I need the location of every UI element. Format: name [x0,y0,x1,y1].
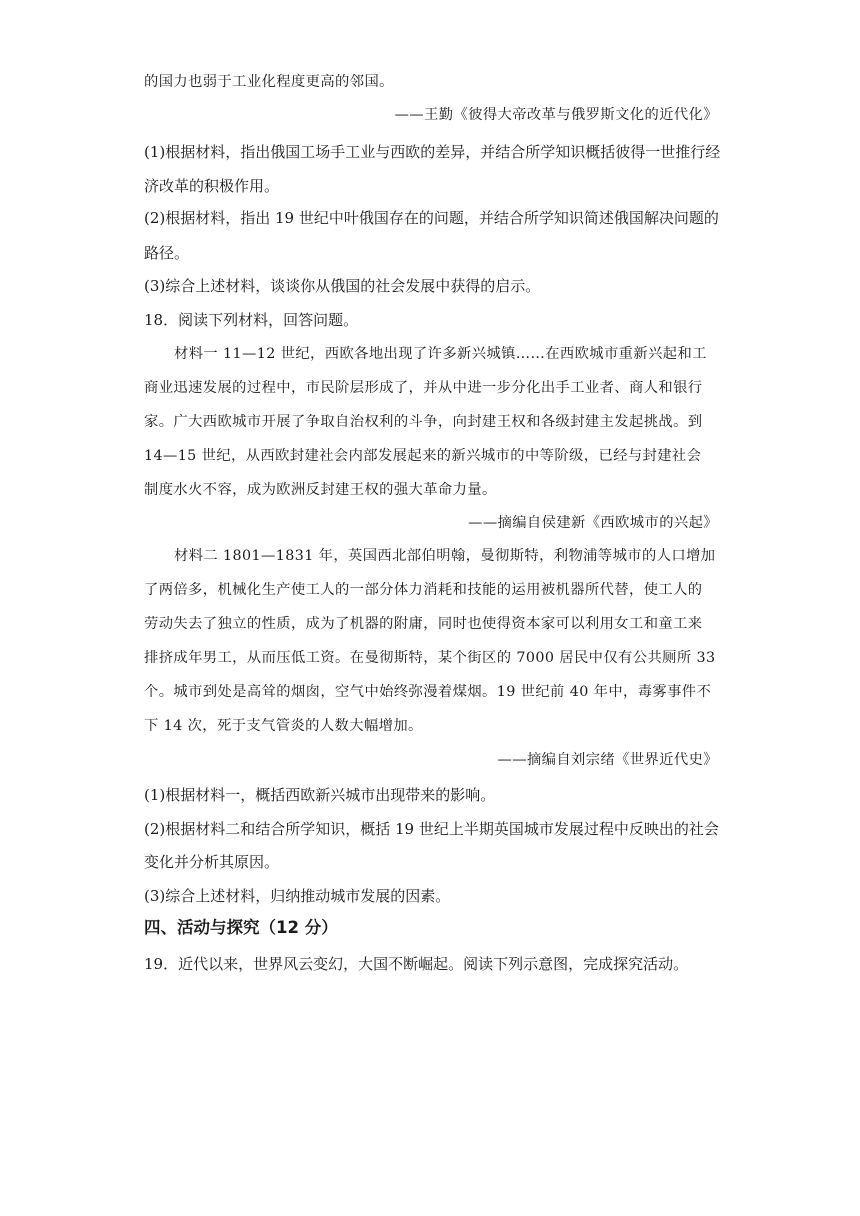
material-1-line5: 制度水火不容，成为欧洲反封建王权的强大革命力量。 [144,482,497,498]
material-1-line2: 商业迅速发展的过程中，市民阶层形成了，并从中进一步分化出手工业者、商人和银行 [144,380,703,396]
question-17-1-line2: 济改革的积极作用。 [144,177,280,195]
material-1-line3: 家。广大西欧城市开展了争取自治权利的斗争，向封建王权和各级封建主发起挑战。到 [144,414,703,430]
material-1-line1: 材料一 11—12 世纪，西欧各地出现了许多新兴城镇……在西欧城市重新兴起和工 [174,346,707,362]
material-2-line3: 劳动失去了独立的性质，成为了机器的附庸，同时也使得资本家可以利用女工和童工来 [144,616,703,632]
material-1-line4: 14—15 世纪，从西欧封建社会内部发展起来的新兴城市的中等阶级，已经与封建社会 [144,448,702,464]
material-2-line4: 排挤成年男工，从而压低工资。在曼彻斯特，某个街区的 7000 居民中仅有公共厕所 33 [144,650,716,666]
material-continuation: 的国力也弱于工业化程度更高的邻国。 [144,74,394,90]
question-17-1-line1: (1)根据材料，指出俄国工场手工业与西欧的差异，并结合所学知识概括彼得一世推行经 [144,143,720,161]
section-heading: 四、活动与探究（12 分） [144,918,338,937]
source-citation: ——王勤《彼得大帝改革与俄罗斯文化的近代化》 [394,107,718,123]
question-17-2-line2: 路径。 [144,244,190,262]
question-18-1: (1)根据材料一，概括西欧新兴城市出现带来的影响。 [144,786,496,804]
question-18-2-line1: (2)根据材料二和结合所学知识，概括 19 世纪上半期英国城市发展过程中反映出的社会 [144,820,719,838]
material-2-source: ——摘编自刘宗绪《世界近代史》 [497,752,718,768]
material-2-line1: 材料二 1801—1831 年，英国西北部伯明翰，曼彻斯特，利物浦等城市的人口增加 [174,548,716,564]
material-2-line2: 了两倍多，机械化生产使工人的一部分体力消耗和技能的运用被机器所代替，使工人的 [144,582,703,598]
question-19-stem: 19．近代以来，世界风云变幻，大国不断崛起。阅读下列示意图，完成探究活动。 [144,955,689,973]
question-18-stem: 18．阅读下列材料，回答问题。 [144,311,359,329]
material-2-line6: 下 14 次，死于支气管炎的人数大幅增加。 [144,718,423,734]
material-2-line5: 个。城市到处是高耸的烟囱，空气中始终弥漫着煤烟。19 世纪前 40 年中，毒雾事件不 [144,684,712,700]
question-17-3: (3)综合上述材料，谈谈你从俄国的社会发展中获得的启示。 [144,277,541,295]
material-1-source: ——摘编自侯建新《西欧城市的兴起》 [468,515,718,531]
question-17-2-line1: (2)根据材料，指出 19 世纪中叶俄国存在的问题，并结合所学知识简述俄国解决问题的 [144,209,719,227]
question-18-3: (3)综合上述材料，归纳推动城市发展的因素。 [144,887,451,905]
question-18-2-line2: 变化并分析其原因。 [144,853,280,871]
